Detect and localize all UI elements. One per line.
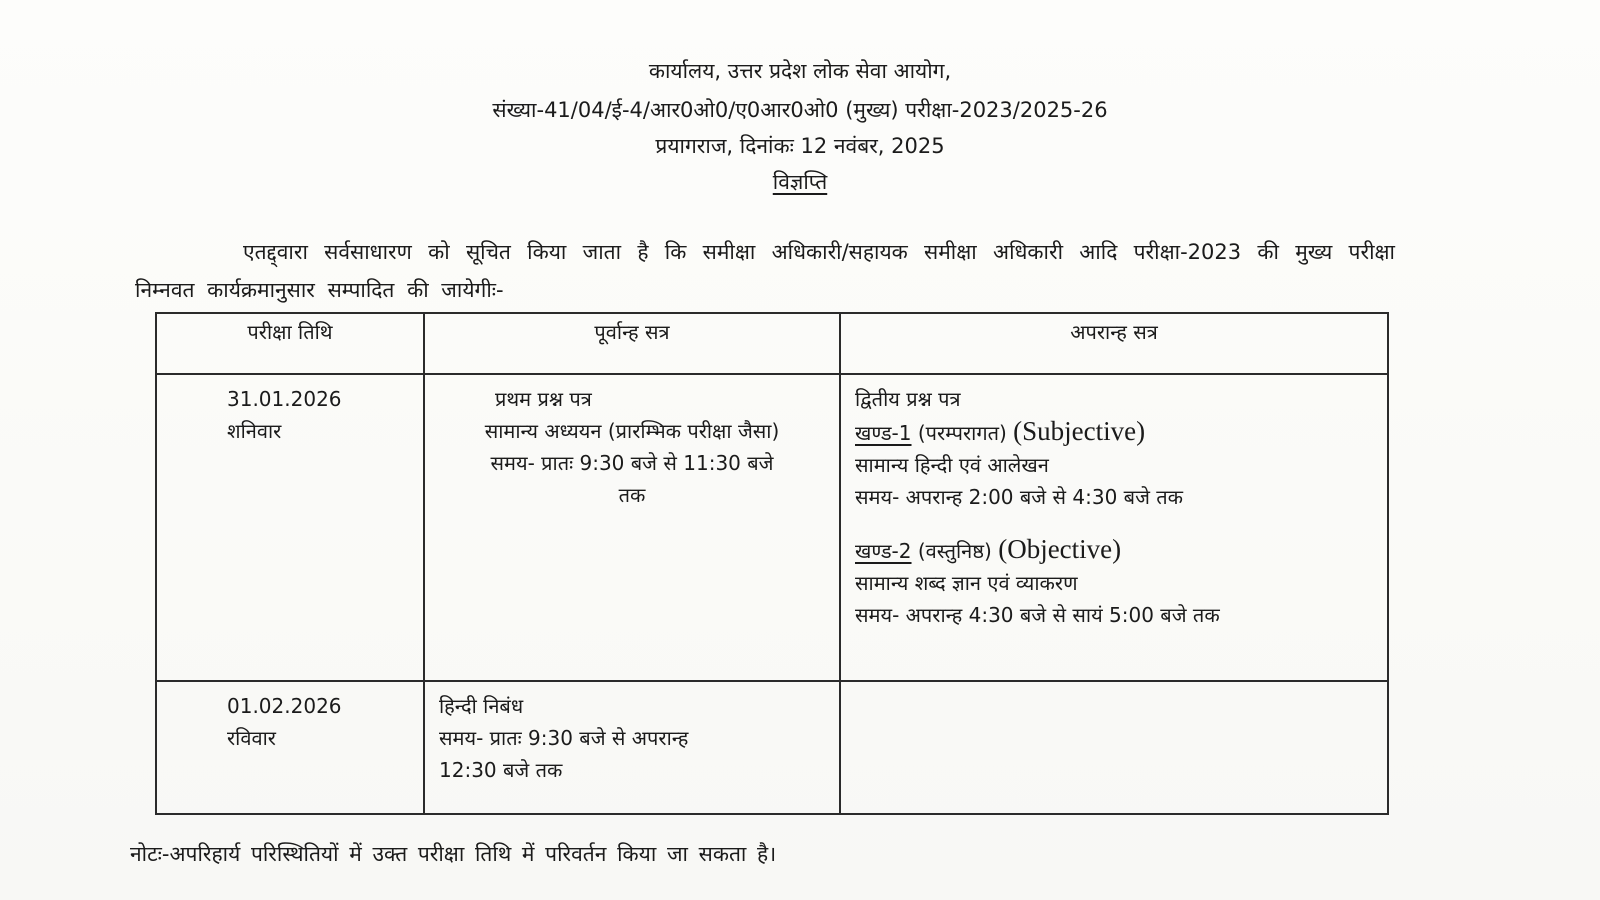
paper-title: द्वितीय प्रश्न पत्र <box>855 387 961 411</box>
exam-date: 01.02.2026 <box>227 694 342 718</box>
section-2-english: (Objective) <box>998 534 1122 564</box>
date-cell <box>156 374 424 681</box>
section-1-subject: सामान्य हिन्दी एवं आलेखन <box>855 453 1049 477</box>
forenoon-cell <box>424 681 840 814</box>
header-forenoon-session: पूर्वान्ह सत्र <box>424 313 840 374</box>
paper-time-continued: 12:30 बजे तक <box>439 758 563 782</box>
section-1-type: (परम्परागत) <box>917 421 1007 445</box>
section-2-type: (वस्तुनिष्ठ) <box>917 539 992 563</box>
header-exam-date: परीक्षा तिथि <box>156 313 424 374</box>
intro-paragraph: एतद्द्वारा सर्वसाधारण को सूचित किया जाता है कि समीक्षा अधिकारी/सहायक समीक्षा अधिकारी आदि परीक्षा-2023 की मुख्य परीक्षा निम्नवत कार्यक्रमानुसार सम्पादित की जायेगीः- <box>135 240 1395 302</box>
paper-time-continued: तक <box>618 483 646 507</box>
date-cell <box>156 681 424 814</box>
exam-date: 31.01.2026 <box>227 387 342 411</box>
paper-subject: हिन्दी निबंध <box>439 694 524 718</box>
notice-title: विज्ञप्ति <box>772 170 828 194</box>
afternoon-cell-empty <box>840 681 1388 814</box>
afternoon-cell <box>840 374 1388 681</box>
exam-day: शनिवार <box>227 419 282 443</box>
forenoon-cell <box>424 374 840 681</box>
office-heading: कार्यालय, उत्तर प्रदेश लोक सेवा आयोग, <box>648 59 952 83</box>
paper-subject: सामान्य अध्ययन (प्रारम्भिक परीक्षा जैसा) <box>484 419 780 443</box>
header-afternoon-session: अपरान्ह सत्र <box>840 313 1388 374</box>
section-2-heading <box>855 533 1386 567</box>
note-text: नोटः-अपरिहार्य परिस्थितियों में उक्त परीक्षा तिथि में परिवर्तन किया जा सकता है। <box>130 842 777 866</box>
section-1-english: (Subjective) <box>1013 416 1146 446</box>
spacer <box>855 513 1386 533</box>
exam-day: रविवार <box>227 726 276 750</box>
exam-schedule-table <box>155 312 1389 815</box>
reference-number: संख्या-41/04/ई-4/आर0ओ0/ए0आर0ओ0 (मुख्य) परीक्षा-2023/2025-26 <box>492 98 1108 122</box>
section-1-heading <box>855 415 1386 449</box>
section-1-label: खण्ड-1 <box>855 421 912 445</box>
table-row <box>156 374 1388 681</box>
section-2-time: समय- अपरान्ह 4:30 बजे से सायं 5:00 बजे तक <box>855 603 1220 627</box>
section-2-subject: सामान्य शब्द ज्ञान एवं व्याकरण <box>855 571 1078 595</box>
section-1-time: समय- अपरान्ह 2:00 बजे से 4:30 बजे तक <box>855 485 1184 509</box>
section-2-label: खण्ड-2 <box>855 539 912 563</box>
place-date: प्रयागराज, दिनांकः 12 नवंबर, 2025 <box>655 134 945 158</box>
table-row <box>156 681 1388 814</box>
paper-time: समय- प्रातः 9:30 बजे से 11:30 बजे <box>490 451 774 475</box>
table-header-row <box>156 313 1388 374</box>
paper-title: प्रथम प्रश्न पत्र <box>495 387 592 411</box>
paper-time: समय- प्रातः 9:30 बजे से अपरान्ह <box>439 726 689 750</box>
